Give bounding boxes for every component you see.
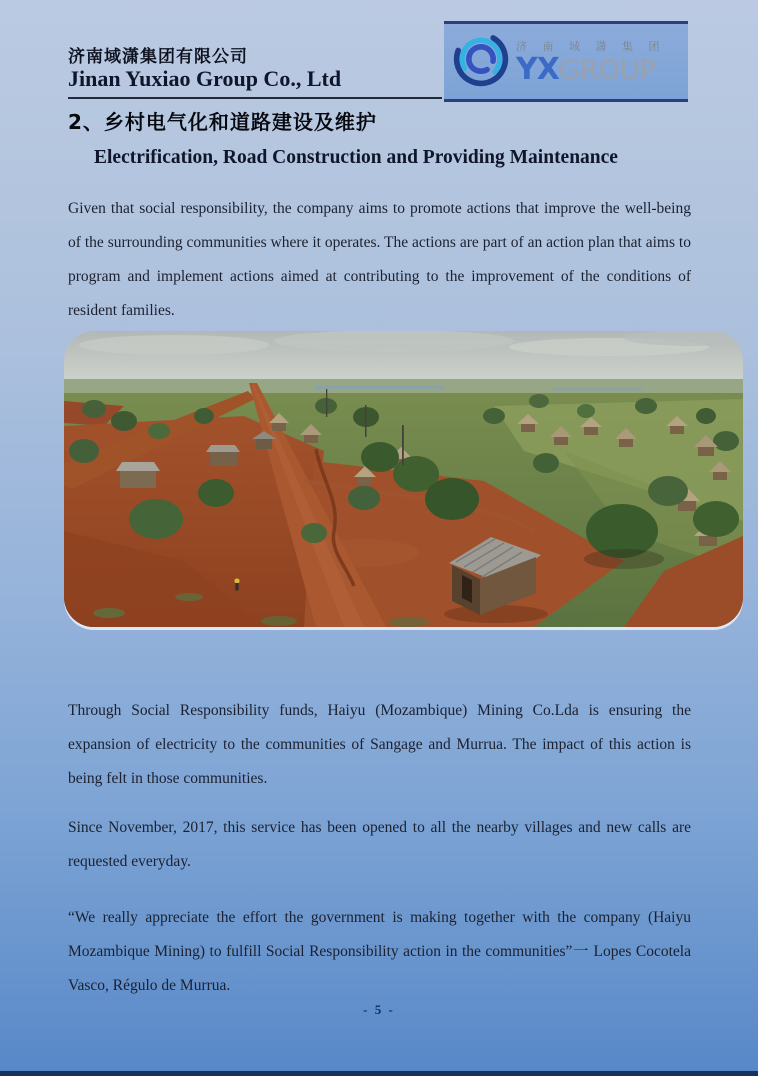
logo-wordmark (516, 52, 665, 87)
logo-chinese-name: 济 南 域 潇 集 团 (516, 40, 666, 53)
paragraph-quote: “We really appreciate the effort the government is making together with the company (Haiyu Mozambique Mining) to fulfill Social Responsibility action in the communities”一 Lopes Cocotela Vasco, Régulo de Murrua. (68, 908, 691, 994)
paragraph-electricity-expansion: Through Social Responsibility funds, Haiyu (Mozambique) Mining Co.Lda is ensuring the expansion of electricity to the communities of Sangage and Murrua. The impact of this action is being felt in those communities. (68, 701, 691, 787)
company-name-cn: 济南域潇集团有限公司 (68, 47, 248, 67)
logo-yx-letters: YX (516, 52, 559, 87)
paragraph-social-responsibility: Given that social responsibility, the company aims to promote actions that improve the well-being of the surrounding communities where it operates. The actions are part of an action plan that aims to program and implement actions aimed at contributing to the improvement of the conditions of resident families. (68, 199, 691, 319)
page-number: - 5 - (363, 1002, 395, 1017)
paragraph-service-opened: Since November, 2017, this service has been opened to all the nearby villages and new calls are requested everyday. (68, 818, 691, 870)
footer-bar (0, 1071, 758, 1076)
company-logo (444, 21, 688, 102)
section-title-en: Electrification, Road Construction and Providing Maintenance (94, 147, 618, 168)
section-title-cn: 2、乡村电气化和道路建设及维护 (68, 110, 377, 134)
yx-group-swirl-icon (451, 29, 511, 94)
logo-text (516, 38, 665, 85)
logo-group-letters: GROUP (558, 55, 656, 86)
village-photo (64, 331, 743, 627)
company-name-en: Jinan Yuxiao Group Co., Ltd (68, 66, 342, 91)
header-underline (68, 97, 442, 99)
